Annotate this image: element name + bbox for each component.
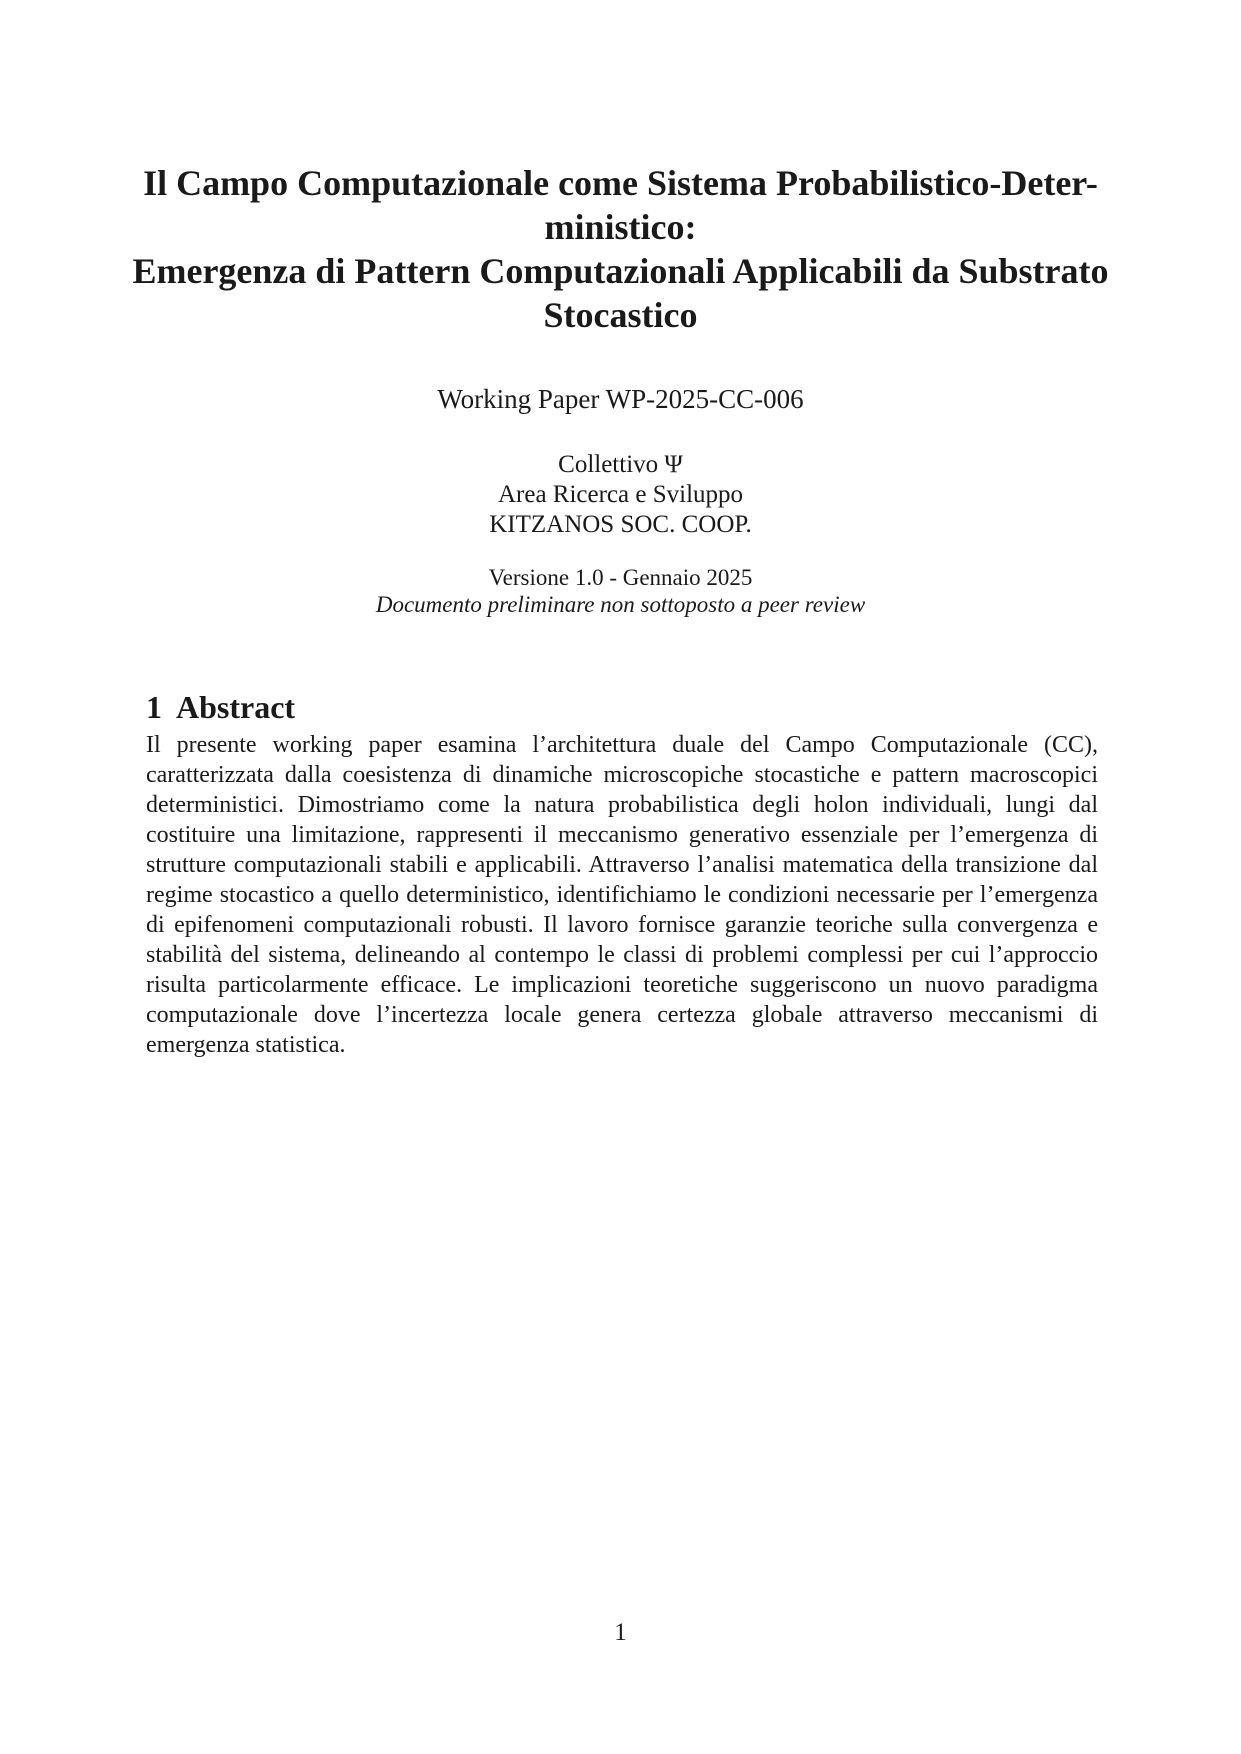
abstract-paragraph: Il presente working paper esamina l’architettura duale del Campo Computazionale (CC), caratterizzata dalla coesistenza di dinamiche microscopiche stocastiche e pattern macroscopici deterministici. Dimostriamo come la natura probabilistica degli holon individuali, lungi dal costituire una limitazione, rappresenti il meccanismo generativo essenziale per l’emergenza di strutture computazionali stabili e applicabili. Attraverso l’analisi matematica della transizione dal regime stocastico a quello deterministico, identifichiamo le condizioni necessarie per l’emergenza di epifenomeni computazionali robusti. Il lavoro fornisce garanzie teoriche sulla convergenza e stabilità del sistema, delineando al contempo le classi di problemi complessi per cui l’approccio risulta particolarmente efficace. Le implicazioni teoretiche suggeriscono un nuovo paradigma computazionale dove l’incertezza locale genera certezza globale attraverso meccanismi di emergenza statistica.: [146, 732, 1098, 1058]
section-number: 1: [146, 689, 162, 725]
version-block: [0, 564, 1241, 618]
working-paper-id: Working Paper WP-2025-CC-006: [437, 384, 804, 414]
version-line: Versione 1.0 - Gennaio 2025: [488, 565, 753, 590]
author-organization: KITZANOS SOC. COOP.: [489, 511, 752, 538]
section-title: Abstract: [176, 689, 296, 725]
disclaimer-line: Documento preliminare non sottoposto a peer review: [375, 592, 866, 617]
author-collective: Collettivo Ψ: [558, 451, 683, 478]
paper-title-line: Emergenza di Pattern Computazionali Applicabili da Substrato: [132, 251, 1109, 291]
author-block: [0, 450, 1241, 540]
paper-title-line: Stocastico: [543, 295, 698, 335]
page-number: 1: [614, 1619, 627, 1646]
author-department: Area Ricerca e Sviluppo: [497, 481, 744, 508]
paper-title: [40, 161, 1201, 337]
paper-title-line: Il Campo Computazionale come Sistema Probabilistico-Deter-: [143, 163, 1098, 203]
paper-title-line: ministico:: [544, 207, 697, 247]
section-heading-abstract: [146, 688, 295, 726]
